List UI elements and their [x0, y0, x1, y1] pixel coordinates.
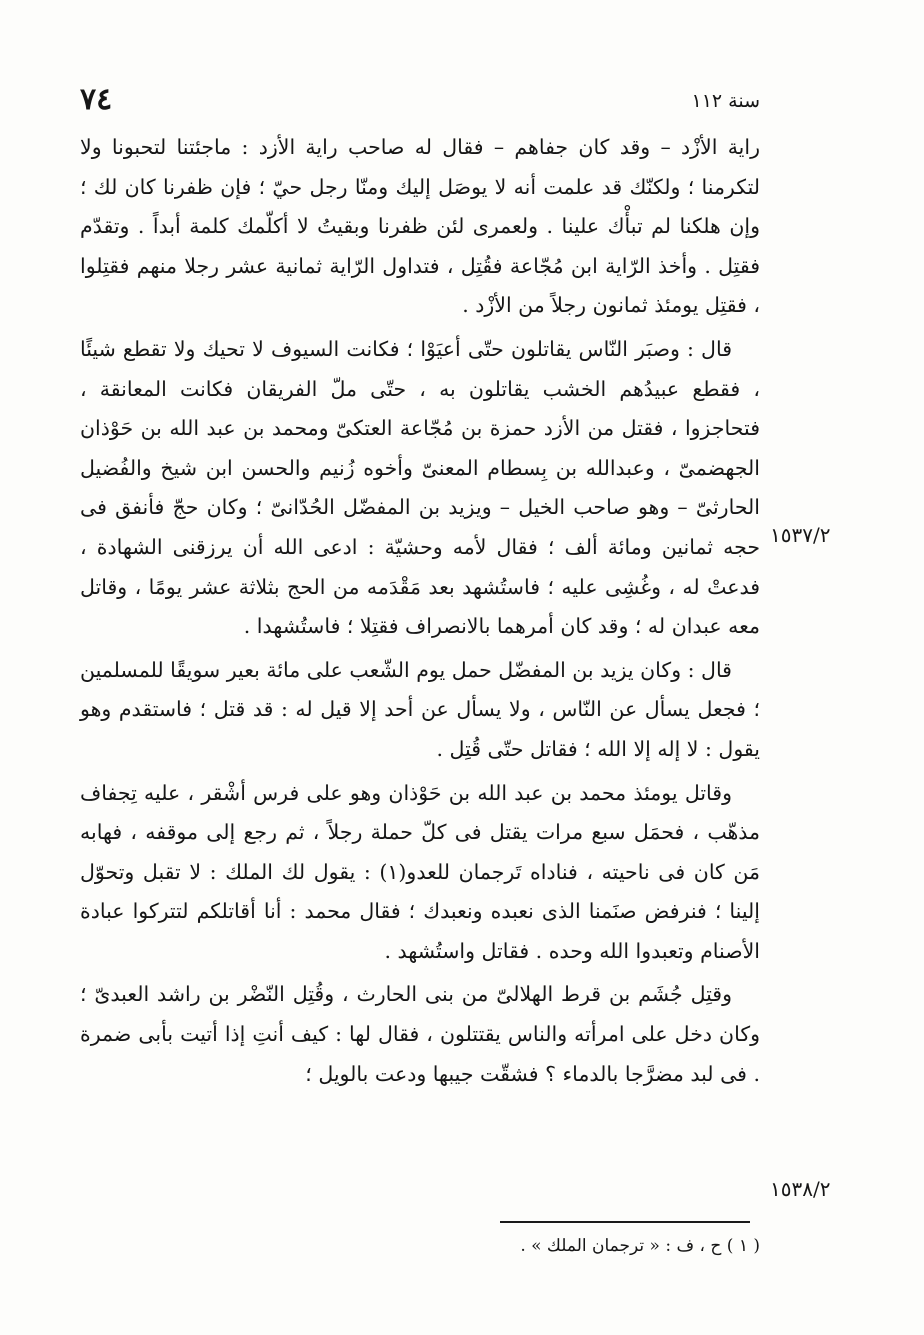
margin-reference: ١٥٣٨/٢	[770, 1177, 831, 1201]
main-text	[80, 128, 760, 1094]
page-header	[80, 82, 760, 122]
paragraph: راية الأزْد – وقد كان جفاهم – فقال له صاحب راية الأزد : ماجئتنا لتحبونا ولا لتكرمنا ؛ ولكنّك قد علمت أنه لا يوصَل إليك ومنّا رجل حيّ ؛ فإن ظفرنا كان لك ؛ وإن هلكنا لم تبأْك علينا . ولعمرى لئن ظفرنا وبقيتُ لا أكلّمك كلمة أبداً . وتقدّم فقتِل . وأخذ الرّاية ابن مُجّاعة فقُتِل ، فتداول الرّاية ثمانية عشر رجلا منهم فقتِلوا ، فقتِل يومئذ ثمانون رجلاً من الأزْد .	[80, 135, 760, 318]
paragraph: وقتِل جُشَم بن قرط الهلالىّ من بنى الحارث ، وقُتِل النّضْر بن راشد العبدىّ ؛ وكان دخل على امرأته والناس يقتتلون ، فقال لها : كيف أنتِ إذا أتيت بأبى ضمرة . فى لبد مضرَّجا بالدماء ؟ فشقّت جيبها ودعت بالويل ؛	[80, 982, 760, 1086]
running-head-year: سنة ١١٢	[691, 90, 760, 112]
paragraph: قال : وصبَر النّاس يقاتلون حتّى أعيَوْا ؛ فكانت السيوف لا تحيك ولا تقطع شيئًا ، فقطع عبيدُهم الخشب يقاتلون به ، حتّى ملّ الفريقان فكانت المعانقة ، فتحاجزوا ، فقتل من الأزد حمزة بن مُجّاعة العتكىّ ومحمد بن عبد الله بن حَوْذان الجهضمىّ ، وعبدالله بن بِسطام المعنىّ وأخوه زُنيم والحسن ابن شيخ والفُضيل الحارثىّ – وهو صاحب الخيل – ويزيد بن المفضّل الحُدّانىّ ؛ وكان حجّ فأنفق فى حجه ثمانين ومائة ألف ؛ فقال لأمه وحشيّة : ادعى الله أن يرزقنى الشهادة ، فدعتْ له ، وغُشِى عليه ؛ فاستُشهد بعد مَقْدَمه من الحج بثلاثة عشر يومًا ، وقاتل معه عبدان له ؛ وقد كان أمرهما بالانصراف فقتِلا ؛ فاستُشهدا .	[80, 336, 760, 639]
paragraph: قال : وكان يزيد بن المفضّل حمل يوم الشّعب على مائة بعير سويقًا للمسلمين ؛ فجعل يسأل عن النّاس ، ولا يسأل عن أحد إلا قيل له : قد قتل ؛ فاستقدم وهو يقول : لا إله إلا الله ؛ فقاتل حتّى قُتِل .	[80, 657, 760, 761]
margin-reference: ١٥٣٧/٢	[770, 523, 831, 547]
footnote-divider	[500, 1221, 750, 1223]
page-number: ٧٤	[80, 82, 113, 117]
paragraph: وقاتل يومئذ محمد بن عبد الله بن حَوْذان وهو على فرس أشْقر ، عليه تِجفاف مذهّب ، فحمَل سبع مرات يقتل فى كلّ حملة رجلاً ، ثم رجع إلى موقفه ، فهابه مَن كان فى ناحيته ، فناداه تَرجمان للعدو(١) : يقول لك الملك : لا تقبل وتحوّل إلينا ؛ فنرفض صنَمنا الذى نعبده ونعبدك ؛ فقال محمد : أنا أقاتلكم لتتركوا عبادة الأصنام وتعبدوا الله وحده . فقاتل واستُشهد .	[80, 780, 761, 963]
footnote: ( ١ ) ح ، ف : « ترجمان الملك » .	[520, 1236, 760, 1256]
